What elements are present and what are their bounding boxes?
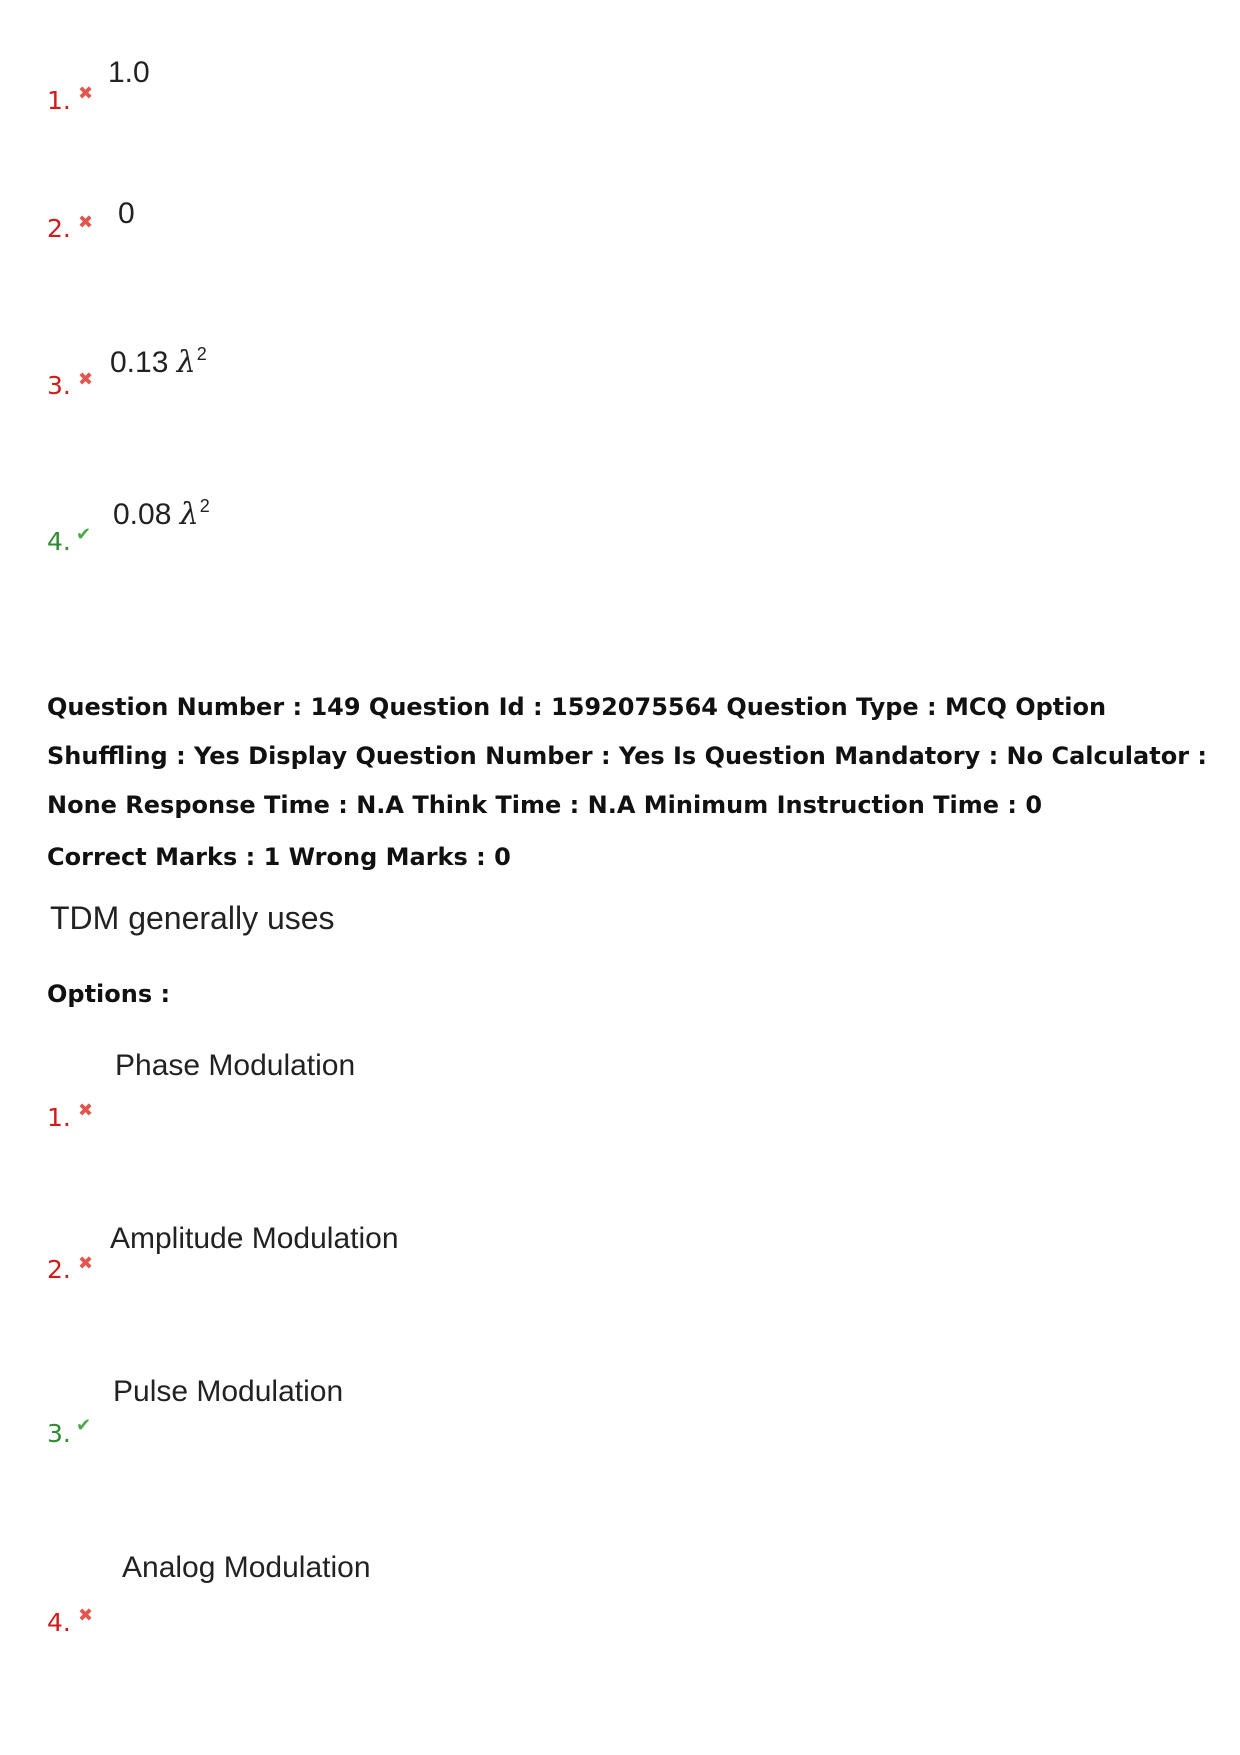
option-number: 4. <box>47 527 71 556</box>
option-value <box>110 345 207 378</box>
check-icon: ✔ <box>76 1415 92 1436</box>
option-number: 2. <box>47 214 71 243</box>
check-icon: ✔ <box>76 524 92 545</box>
option-label: Phase Modulation <box>115 1049 356 1082</box>
option-number: 2. <box>47 1255 71 1284</box>
option-value <box>108 58 150 88</box>
option-value <box>118 199 135 229</box>
question-text: TDM generally uses <box>50 900 335 936</box>
cross-icon: ✖ <box>78 212 94 233</box>
question-meta: Question Number : 149 Question Id : 1592075564 Question Type : MCQ Option Shuffling : Yes Display Question Number : Yes Is Question Mandatory : No Calculator : None Response Time : N.A Think Time : N.A Minimum Instruction Time : 0 <box>47 693 1207 819</box>
lambda-symbol: λ <box>176 345 196 380</box>
option-value-text: 0 <box>118 197 135 230</box>
option-number: 3. <box>47 371 71 400</box>
option-value-text: 1.0 <box>108 56 150 89</box>
exponent: 2 <box>196 344 207 364</box>
cross-icon: ✖ <box>78 1605 94 1626</box>
lambda-symbol: λ <box>179 497 199 532</box>
option-number: 1. <box>47 86 71 115</box>
cross-icon: ✖ <box>78 1100 94 1121</box>
cross-icon: ✖ <box>78 83 94 104</box>
option-value-text: 0.13 <box>110 346 169 379</box>
option-number: 3. <box>47 1419 71 1448</box>
option-number: 1. <box>47 1103 71 1132</box>
option-value <box>113 497 210 530</box>
cross-icon: ✖ <box>78 1253 94 1274</box>
option-number: 4. <box>47 1608 71 1637</box>
cross-icon: ✖ <box>78 369 94 390</box>
exponent: 2 <box>199 496 210 516</box>
option-label: Pulse Modulation <box>113 1375 344 1408</box>
option-label: Amplitude Modulation <box>110 1222 399 1255</box>
question-marks: Correct Marks : 1 Wrong Marks : 0 <box>47 843 511 871</box>
option-label: Analog Modulation <box>122 1551 371 1584</box>
options-label: Options : <box>47 980 171 1008</box>
option-value-text: 0.08 <box>113 498 172 531</box>
